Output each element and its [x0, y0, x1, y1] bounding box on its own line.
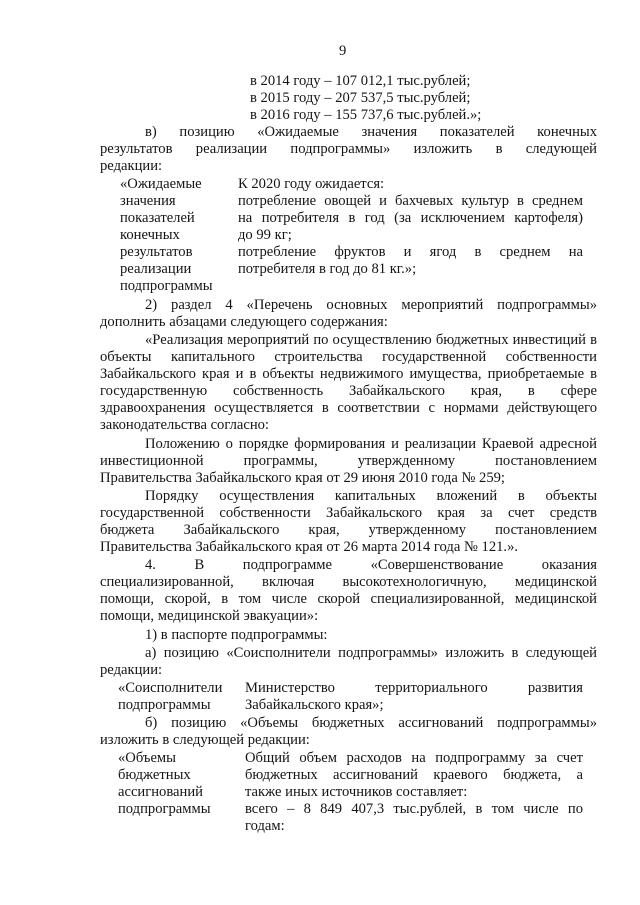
table-left-cell: «Соисполнители: [118, 680, 223, 696]
table-left-cell: подпрограммы: [118, 697, 211, 713]
table-right-cell: годам:: [245, 818, 285, 834]
table-right-cell: Общий объем расходов на подпрограмму за счет: [245, 750, 583, 766]
text-line: изложить в следующей редакции:: [100, 732, 310, 748]
text-line: «Реализация мероприятий по осуществлению бюджетных инвестиций в: [145, 332, 597, 348]
text-line: редакции:: [100, 158, 163, 174]
text-line: государственную собственность Забайкальского края, в сфере: [100, 383, 597, 399]
table-left-cell: «Ожидаемые: [120, 176, 202, 192]
text-line: в 2015 году – 207 537,5 тыс.рублей;: [250, 90, 471, 106]
text-line: редакции:: [100, 662, 163, 678]
table-left-cell: подпрограммы: [118, 801, 211, 817]
table-right-cell: на потребителя в год (за исключением картофеля): [238, 210, 583, 226]
text-line: специализированной, включая высокотехнологичную, медицинской: [100, 574, 597, 590]
table-left-cell: ассигнований: [118, 784, 203, 800]
table-left-cell: результатов: [120, 244, 193, 260]
text-line: Забайкальского края и в объекты недвижимого имущества, приобретаемые в: [100, 366, 597, 382]
text-line: б) позицию «Объемы бюджетных ассигнований подпрограммы»: [145, 715, 597, 731]
text-line: Положению о порядке формирования и реализации Краевой адресной: [145, 436, 597, 452]
table-right-cell: всего – 8 849 407,3 тыс.рублей, в том числе по: [245, 801, 583, 817]
table-right-cell: также иных источников составляет:: [245, 784, 468, 800]
text-line: здравоохранения осуществляется в соответствии с нормами действующего: [100, 400, 597, 416]
text-line: государственной собственности Забайкальского края за счет средств: [100, 505, 597, 521]
text-line: результатов реализации подпрограммы» изложить в следующей: [100, 141, 597, 157]
table-left-cell: конечных: [120, 227, 180, 243]
table-right-cell: потребление овощей и бахчевых культур в среднем: [238, 193, 583, 209]
table-left-cell: подпрограммы: [120, 278, 213, 294]
text-line: помощи, медицинской эвакуации»:: [100, 608, 319, 624]
text-line: инвестиционной программы, утвержденному постановлением: [100, 453, 597, 469]
text-line: объекты капитального строительства государственной собственности: [100, 349, 597, 365]
text-line: помощи, скорой, в том числе скорой специализированной, медицинской: [100, 591, 597, 607]
table-left-cell: бюджетных: [118, 767, 191, 783]
table-left-cell: «Объемы: [118, 750, 176, 766]
table-left-cell: значения: [120, 193, 176, 209]
text-line: 2) раздел 4 «Перечень основных мероприятий подпрограммы»: [145, 297, 597, 313]
text-line: законодательства согласно:: [100, 417, 269, 433]
text-line: Правительства Забайкальского края от 26 марта 2014 года № 121.».: [100, 539, 519, 555]
text-line: дополнить абзацами следующего содержания:: [100, 314, 388, 330]
table-left-cell: показателей: [120, 210, 195, 226]
text-line: Правительства Забайкальского края от 29 июня 2010 года № 259;: [100, 470, 505, 486]
table-right-cell: Министерство территориального развития: [245, 680, 583, 696]
page-number: 9: [339, 43, 347, 59]
text-line: в) позицию «Ожидаемые значения показателей конечных: [145, 124, 597, 140]
table-right-cell: потребление фруктов и ягод в среднем на: [238, 244, 583, 260]
table-right-cell: Забайкальского края»;: [245, 697, 384, 713]
table-right-cell: бюджетных ассигнований краевого бюджета, а: [245, 767, 583, 783]
table-left-cell: реализации: [120, 261, 192, 277]
text-line: бюджета Забайкальского края, утвержденному постановлением: [100, 522, 597, 538]
text-line: а) позицию «Соисполнители подпрограммы» изложить в следующей: [145, 645, 597, 661]
text-line: 4. В подпрограмме «Совершенствование оказания: [145, 557, 597, 573]
text-line: в 2014 году – 107 012,1 тыс.рублей;: [250, 73, 471, 89]
text-line: в 2016 году – 155 737,6 тыс.рублей.»;: [250, 107, 482, 123]
text-line: 1) в паспорте подпрограммы:: [145, 627, 328, 643]
table-right-cell: до 99 кг;: [238, 227, 292, 243]
table-right-cell: потребителя в год до 81 кг.»;: [238, 261, 417, 277]
text-line: Порядку осуществления капитальных вложений в объекты: [145, 488, 597, 504]
table-right-cell: К 2020 году ожидается:: [238, 176, 385, 192]
